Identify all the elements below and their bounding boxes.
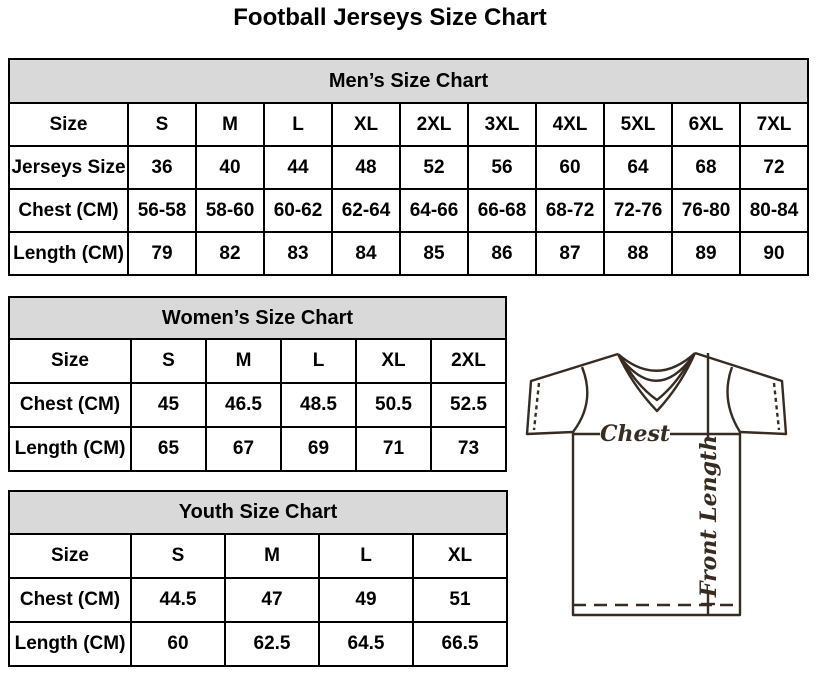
size-cell: 2XL — [431, 339, 506, 383]
mens-size-chart-table — [8, 58, 809, 276]
value-cell: 47 — [225, 578, 319, 622]
table-row — [9, 491, 507, 534]
row-label: Chest (CM) — [9, 383, 131, 427]
value-cell: 71 — [356, 427, 431, 471]
mens-chart-heading: Men’s Size Chart — [9, 59, 808, 103]
row-label: Size — [9, 103, 128, 146]
v-neck-collar — [618, 353, 695, 411]
page-title: Football Jerseys Size Chart — [233, 4, 547, 31]
row-label: Chest (CM) — [9, 578, 131, 622]
value-cell: 73 — [431, 427, 506, 471]
value-cell: 44 — [264, 146, 332, 189]
value-cell: 66-68 — [468, 189, 536, 232]
table-row — [9, 427, 506, 471]
size-cell: 3XL — [468, 103, 536, 146]
value-cell: 44.5 — [131, 578, 225, 622]
jersey-measurement-diagram — [506, 334, 808, 636]
value-cell: 58-60 — [196, 189, 264, 232]
size-cell: M — [196, 103, 264, 146]
chest-label: Chest — [599, 421, 671, 447]
size-cell: S — [131, 534, 225, 578]
size-cell: L — [281, 339, 356, 383]
table-row — [9, 232, 808, 275]
value-cell: 67 — [206, 427, 281, 471]
size-cell: XL — [332, 103, 400, 146]
womens-chart-heading: Women’s Size Chart — [9, 297, 506, 339]
value-cell: 62.5 — [225, 622, 319, 666]
table-row — [9, 189, 808, 232]
size-cell: 5XL — [604, 103, 672, 146]
front-length-label: Front Length — [696, 434, 722, 598]
size-cell: XL — [356, 339, 431, 383]
table-row — [9, 383, 506, 427]
value-cell: 80-84 — [740, 189, 808, 232]
value-cell: 84 — [332, 232, 400, 275]
value-cell: 62-64 — [332, 189, 400, 232]
value-cell: 83 — [264, 232, 332, 275]
value-cell: 60-62 — [264, 189, 332, 232]
value-cell: 60 — [536, 146, 604, 189]
size-cell: S — [131, 339, 206, 383]
value-cell: 48 — [332, 146, 400, 189]
value-cell: 72-76 — [604, 189, 672, 232]
row-label: Length (CM) — [9, 427, 131, 471]
value-cell: 76-80 — [672, 189, 740, 232]
value-cell: 69 — [281, 427, 356, 471]
youth-size-chart-table — [8, 490, 508, 667]
value-cell: 86 — [468, 232, 536, 275]
size-cell: 7XL — [740, 103, 808, 146]
value-cell: 50.5 — [356, 383, 431, 427]
value-cell: 36 — [128, 146, 196, 189]
size-cell: L — [319, 534, 413, 578]
size-cell: 4XL — [536, 103, 604, 146]
value-cell: 49 — [319, 578, 413, 622]
value-cell: 64-66 — [400, 189, 468, 232]
size-cell: M — [206, 339, 281, 383]
value-cell: 56-58 — [128, 189, 196, 232]
table-row — [9, 339, 506, 383]
womens-size-chart-table — [8, 296, 507, 472]
size-cell: M — [225, 534, 319, 578]
value-cell: 64 — [604, 146, 672, 189]
row-label: Size — [9, 339, 131, 383]
value-cell: 64.5 — [319, 622, 413, 666]
table-row — [9, 146, 808, 189]
value-cell: 89 — [672, 232, 740, 275]
table-row — [9, 578, 507, 622]
youth-chart-heading: Youth Size Chart — [9, 491, 507, 534]
value-cell: 68-72 — [536, 189, 604, 232]
value-cell: 40 — [196, 146, 264, 189]
value-cell: 51 — [413, 578, 507, 622]
row-label: Jerseys Size — [9, 146, 128, 189]
table-row — [9, 534, 507, 578]
size-cell: XL — [413, 534, 507, 578]
value-cell: 90 — [740, 232, 808, 275]
value-cell: 45 — [131, 383, 206, 427]
table-row — [9, 297, 506, 339]
value-cell: 72 — [740, 146, 808, 189]
table-row — [9, 622, 507, 666]
value-cell: 60 — [131, 622, 225, 666]
value-cell: 79 — [128, 232, 196, 275]
value-cell: 52 — [400, 146, 468, 189]
table-row — [9, 103, 808, 146]
value-cell: 68 — [672, 146, 740, 189]
row-label: Size — [9, 534, 131, 578]
row-label: Chest (CM) — [9, 189, 128, 232]
value-cell: 85 — [400, 232, 468, 275]
row-label: Length (CM) — [9, 232, 128, 275]
size-cell: S — [128, 103, 196, 146]
value-cell: 66.5 — [413, 622, 507, 666]
size-cell: 6XL — [672, 103, 740, 146]
size-cell: 2XL — [400, 103, 468, 146]
value-cell: 65 — [131, 427, 206, 471]
value-cell: 88 — [604, 232, 672, 275]
table-row — [9, 59, 808, 103]
value-cell: 56 — [468, 146, 536, 189]
value-cell: 48.5 — [281, 383, 356, 427]
value-cell: 46.5 — [206, 383, 281, 427]
value-cell: 82 — [196, 232, 264, 275]
value-cell: 52.5 — [431, 383, 506, 427]
size-cell: L — [264, 103, 332, 146]
value-cell: 87 — [536, 232, 604, 275]
row-label: Length (CM) — [9, 622, 131, 666]
